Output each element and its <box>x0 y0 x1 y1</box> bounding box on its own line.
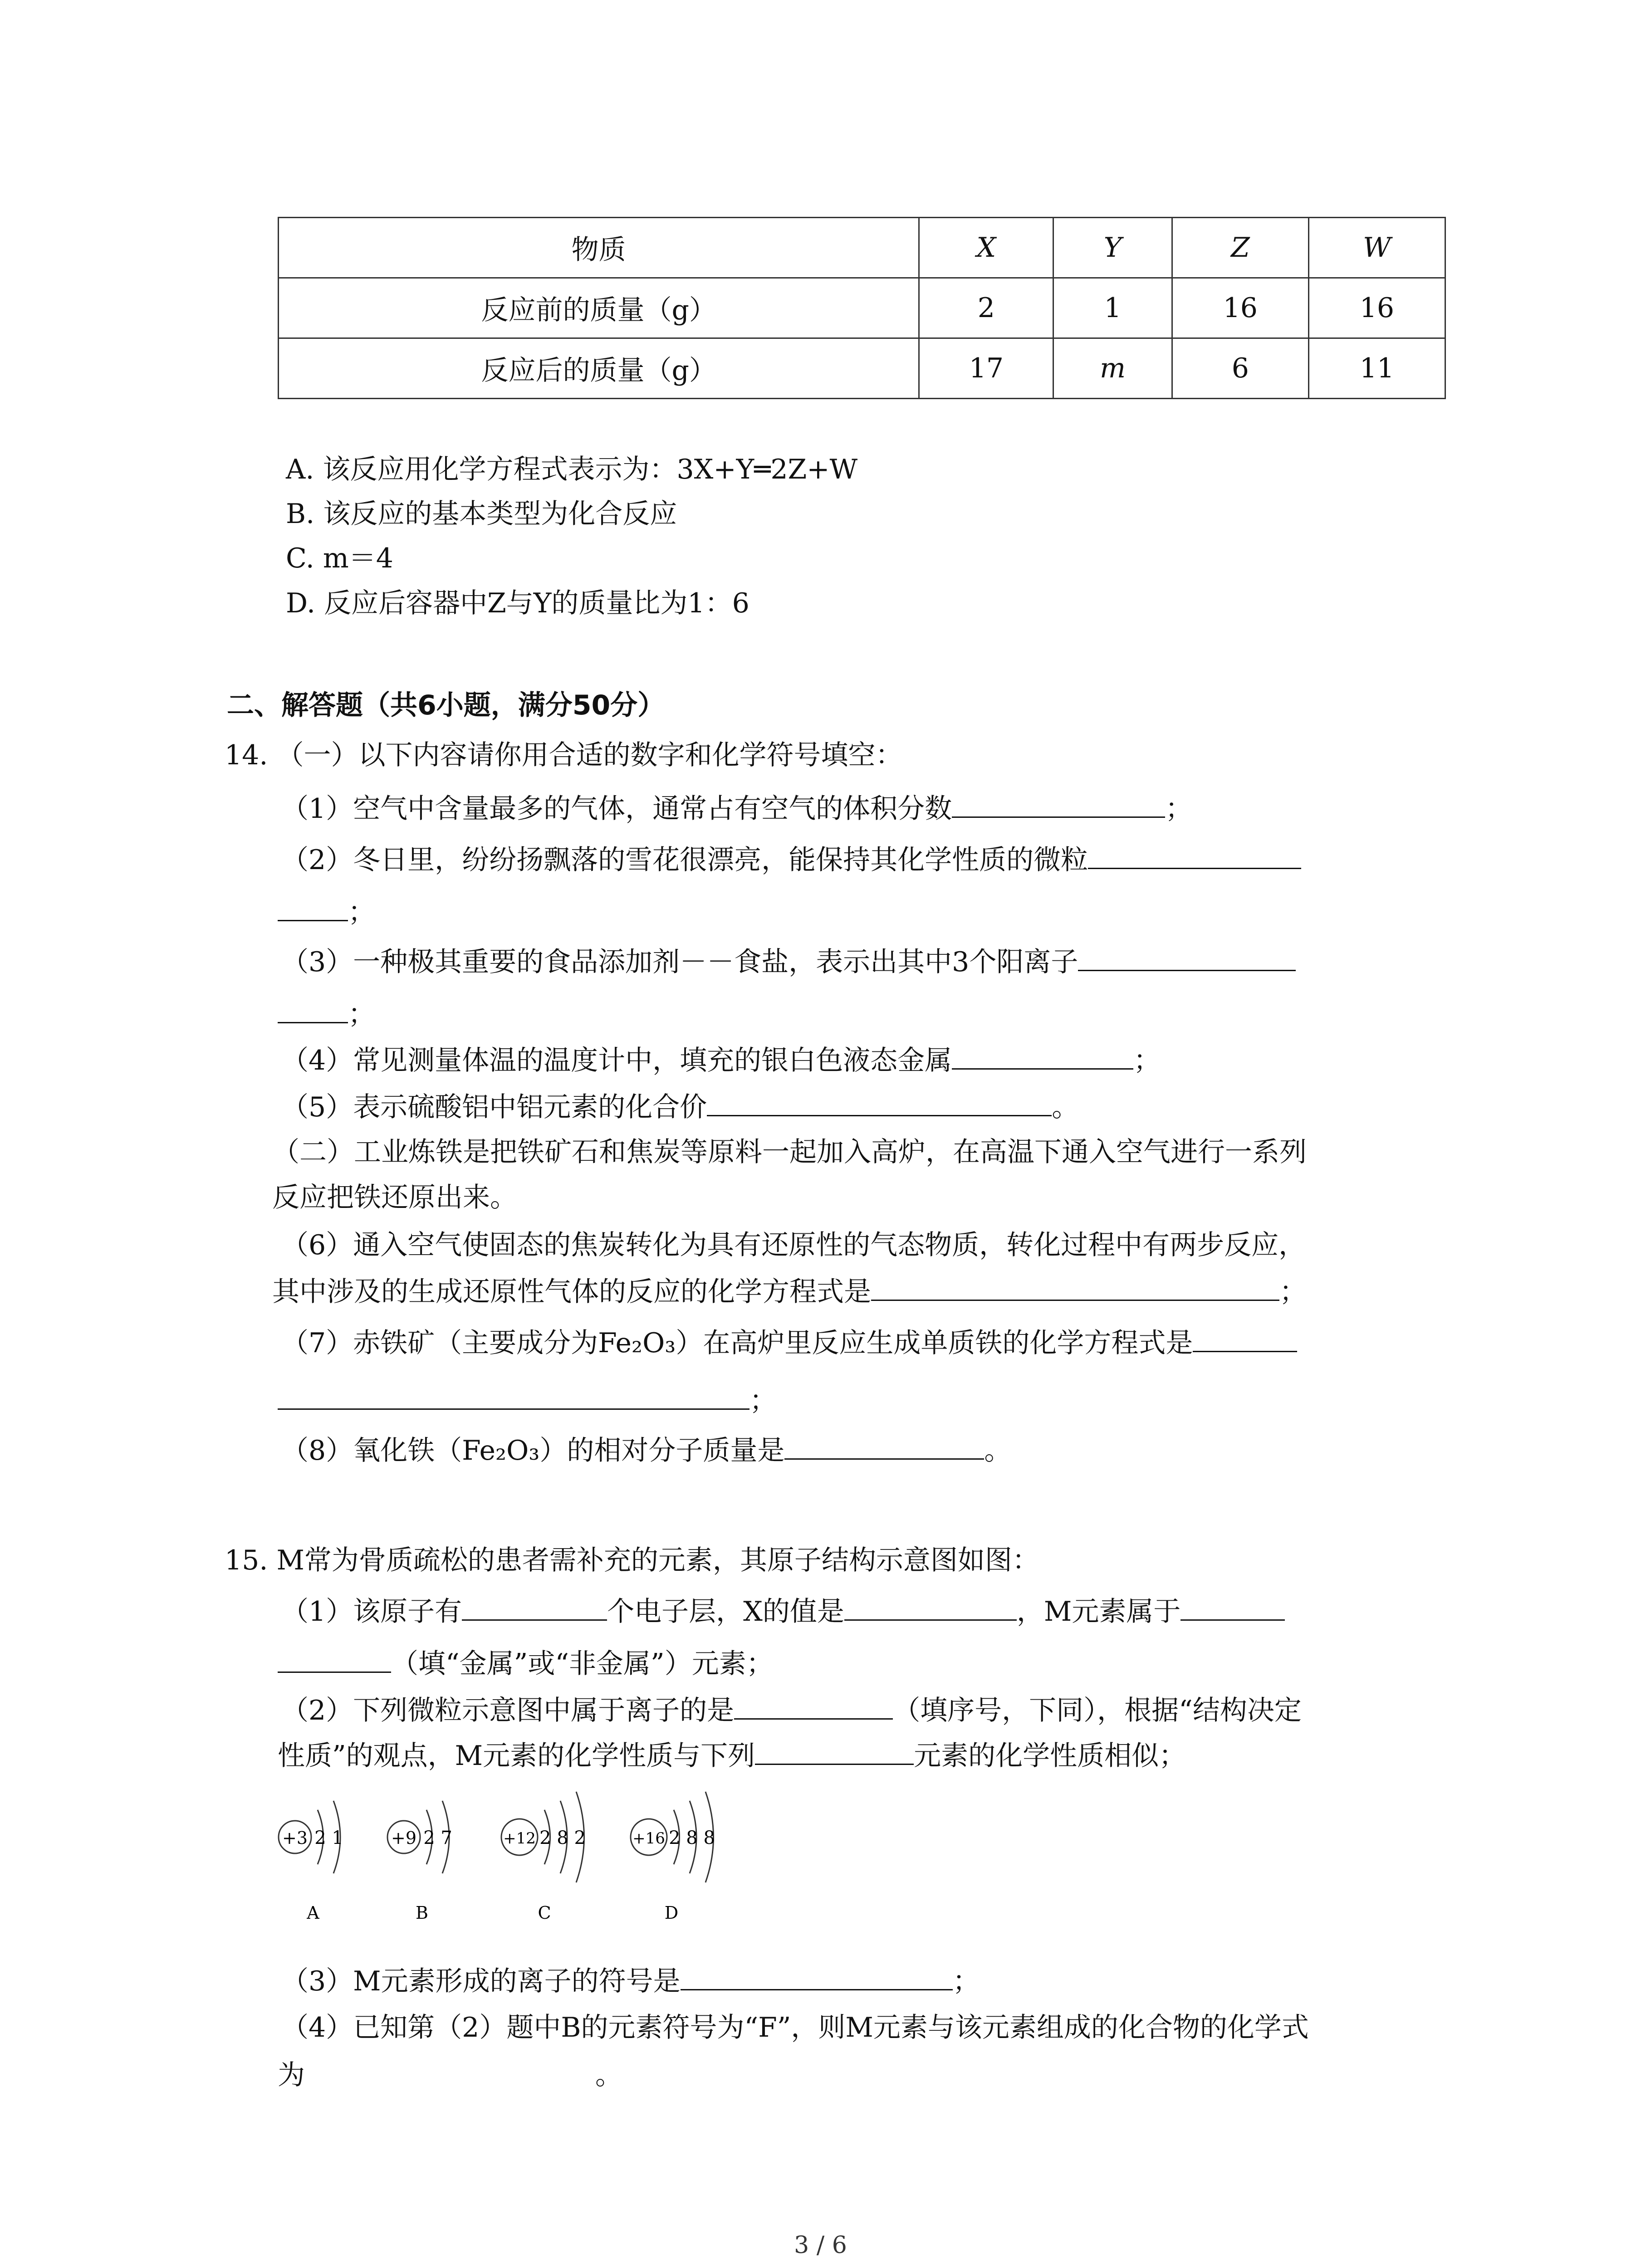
answer-blank[interactable] <box>681 1962 953 1990</box>
diagram-label: B <box>416 1903 428 1923</box>
question-text: （2）下列微粒示意图中属于离子的是 <box>281 1695 735 1726</box>
table-cell: 17 <box>919 338 1053 399</box>
table-cell: 16 <box>1308 278 1445 338</box>
punctuation: ； <box>952 1965 980 1997</box>
question-text: （1）该原子有 <box>281 1596 462 1628</box>
q14-part8 <box>281 1431 1011 1469</box>
question-text: 元素的化学性质相似； <box>914 1740 1186 1772</box>
nucleus-label: +9 <box>391 1828 417 1848</box>
mass-table <box>278 217 1446 399</box>
q14-part3-cont <box>278 995 375 1032</box>
q14-part3 <box>281 943 1296 980</box>
answer-blank[interactable] <box>784 1431 984 1460</box>
electron-count: 2 1 <box>314 1828 343 1848</box>
answer-blank[interactable] <box>871 1272 1279 1301</box>
table-cell: Y <box>1053 218 1172 278</box>
punctuation: ； <box>1279 1276 1307 1308</box>
option-d: D. 反应后容器中Z与Y的质量比为1：6 <box>286 587 749 619</box>
punctuation: ； <box>348 896 375 928</box>
question-text: 为 <box>278 2059 305 2091</box>
table-cell: 16 <box>1172 278 1308 338</box>
table-cell: X <box>919 218 1053 278</box>
answer-blank[interactable] <box>1078 943 1296 971</box>
answer-blank[interactable] <box>278 1644 391 1673</box>
diagram-label: C <box>538 1903 551 1923</box>
nucleus-label: +3 <box>282 1828 308 1848</box>
answer-blank[interactable] <box>755 1736 914 1765</box>
answer-blank[interactable] <box>707 1088 1052 1116</box>
atom-diagram-b <box>387 1801 452 1923</box>
q15-part1 <box>281 1592 1285 1630</box>
question-text: （7）赤铁矿（主要成分为Fe₂O₃）在高炉里反应生成单质铁的化学方程式是 <box>281 1327 1193 1359</box>
q14-part2-intro: （二）工业炼铁是把铁矿石和焦炭等原料一起加入高炉，在高温下通入空气进行一系列 <box>272 1136 1307 1168</box>
question-text: （3）M元素形成的离子的符号是 <box>281 1965 681 1997</box>
atom-diagram-d <box>631 1792 715 1923</box>
table-row <box>279 338 1445 399</box>
answer-blank[interactable] <box>278 995 348 1023</box>
electron-count: 2 8 2 <box>539 1828 586 1848</box>
option-c: C. m＝4 <box>286 543 393 574</box>
q14-part2-cont <box>278 893 375 930</box>
q14-part6: （6）通入空气使固态的焦炭转化为具有还原性的气态物质，转化过程中有两步反应， <box>281 1229 1306 1261</box>
answer-blank[interactable] <box>278 1381 749 1410</box>
punctuation: ； <box>1133 1045 1161 1076</box>
table-cell: Z <box>1172 218 1308 278</box>
atom-diagram-svg <box>272 1783 771 1946</box>
question-text: （填“金属”或“非金属”）元素； <box>391 1648 774 1680</box>
table-cell: 6 <box>1172 338 1308 399</box>
q15-part4-cont <box>278 2057 622 2093</box>
diagram-label: A <box>307 1903 319 1923</box>
q14-part7-cont <box>278 1381 777 1419</box>
q15-part2 <box>281 1691 1302 1729</box>
punctuation: ； <box>1165 793 1193 825</box>
question-text: （填序号，下同），根据“结构决定 <box>893 1695 1302 1726</box>
answer-blank[interactable] <box>952 1041 1133 1070</box>
punctuation: 。 <box>1052 1091 1079 1123</box>
answer-blank[interactable] <box>844 1592 1017 1621</box>
q15-part3 <box>281 1962 980 1999</box>
table-header-row <box>279 218 1445 278</box>
electron-count: 2 7 <box>423 1828 452 1848</box>
table-cell: W <box>1308 218 1445 278</box>
table-cell: 2 <box>919 278 1053 338</box>
question-text: 性质”的观点，M元素的化学性质与下列 <box>278 1740 755 1772</box>
table-cell: 1 <box>1053 278 1172 338</box>
electron-count: 2 8 8 <box>669 1828 715 1848</box>
q15-part1-cont <box>278 1644 774 1682</box>
answer-blank[interactable] <box>462 1592 607 1621</box>
punctuation: 。 <box>984 1435 1012 1466</box>
question-text: 其中涉及的生成还原性气体的反应的化学方程式是 <box>272 1276 871 1308</box>
q14-intro: 14. （一）以下内容请你用合适的数字和化学符号填空： <box>225 739 903 771</box>
atom-structure-diagrams <box>272 1783 771 1946</box>
q14-part1 <box>281 789 1192 827</box>
punctuation: ； <box>749 1385 777 1417</box>
diagram-label: D <box>664 1903 679 1923</box>
atom-diagram-a <box>279 1801 343 1923</box>
table-cell: 物质 <box>279 218 919 278</box>
table-cell: 11 <box>1308 338 1445 399</box>
q14-part7 <box>281 1324 1297 1361</box>
table-row <box>279 278 1445 338</box>
q15-part4: （4）已知第（2）题中B的元素符号为“F”，则M元素与该元素组成的化合物的化学式 <box>281 2012 1309 2043</box>
answer-blank[interactable] <box>734 1691 893 1720</box>
q15-part2-cont <box>278 1736 1186 1774</box>
punctuation: ； <box>348 998 375 1030</box>
nucleus-label: +12 <box>503 1829 536 1848</box>
question-text: （2）冬日里，纷纷扬飘落的雪花很漂亮，能保持其化学性质的微粒 <box>281 844 1088 876</box>
q14-part4 <box>281 1041 1161 1079</box>
question-text: （1）空气中含量最多的气体，通常占有空气的体积分数 <box>281 793 952 825</box>
q14-part2-intro-cont: 反应把铁还原出来。 <box>272 1182 517 1213</box>
question-text: ，M元素属于 <box>1016 1596 1181 1628</box>
answer-blank[interactable] <box>1088 841 1301 869</box>
punctuation: 。 <box>595 2059 622 2091</box>
nucleus-label: +16 <box>632 1829 665 1848</box>
q14-part2 <box>281 841 1301 878</box>
question-text: （4）常见测量体温的温度计中，填充的银白色液态金属 <box>281 1045 952 1076</box>
answer-blank[interactable] <box>1181 1592 1285 1621</box>
table-cell: m <box>1053 338 1172 399</box>
section-heading: 二、解答题（共6小题，满分50分） <box>227 689 665 721</box>
answer-blank[interactable] <box>278 893 348 921</box>
q14-part5 <box>281 1088 1079 1125</box>
option-b: B. 该反应的基本类型为化合反应 <box>286 498 677 530</box>
question-text: 个电子层，X的值是 <box>607 1596 844 1628</box>
question-text: （8）氧化铁（Fe₂O₃）的相对分子质量是 <box>281 1435 785 1466</box>
page-number: 3 / 6 <box>794 2232 847 2259</box>
answer-blank[interactable] <box>952 789 1165 818</box>
question-text: （3）一种极其重要的食品添加剂－－食盐，表示出其中3个阳离子 <box>281 946 1078 978</box>
answer-blank[interactable] <box>1193 1324 1297 1352</box>
q15-intro: 15. M常为骨质疏松的患者需补充的元素，其原子结构示意图如图： <box>225 1545 1039 1576</box>
q14-part6-cont <box>272 1272 1307 1310</box>
table-cell: 反应前的质量（g） <box>279 278 919 338</box>
atom-diagram-c <box>501 1792 586 1923</box>
option-a: A. 该反应用化学方程式表示为：3X+Y═2Z+W <box>286 454 858 485</box>
question-text: （5）表示硫酸铝中铝元素的化合价 <box>281 1091 707 1123</box>
table-cell: 反应后的质量（g） <box>279 338 919 399</box>
